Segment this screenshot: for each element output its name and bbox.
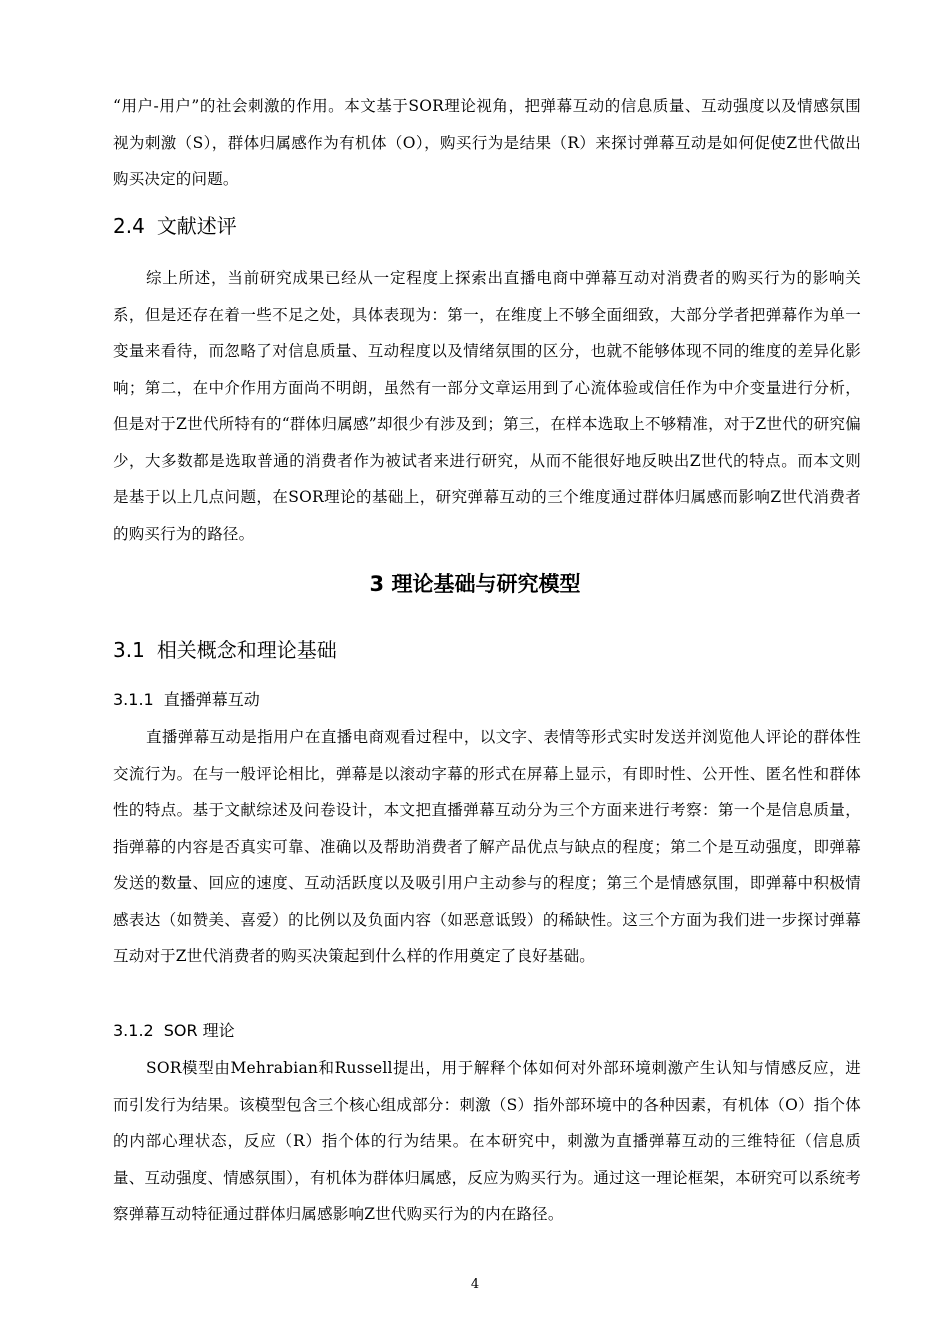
subsection-title: SOR 理论 xyxy=(163,1021,235,1040)
section-title: 文献述评 xyxy=(156,214,237,238)
subsection-number: 3.1.2 xyxy=(113,1021,154,1040)
paragraph-sor-theory: SOR模型由Mehrabian和Russell提出，用于解释个体如何对外部环境刺激产生认知与情感反应，进而引发行为结果。该模型包含三个核心组成部分：刺激（S）指外部环境中的各种因素，有机体（O）指个体的内部心理状态，反应（R）指个体的行为结果。在本研究中，刺激为直播弹幕互动的三维特征（信息质量、互动强度、情感氛围），有机体为群体归属感，反应为购买行为。通过这一理论框架，本研究可以系统考察弹幕互动特征通过群体归属感影响Z世代购买行为的内在路径。 xyxy=(113,1059,861,1223)
paragraph-danmaku-interaction: 直播弹幕互动是指用户在直播电商观看过程中，以文字、表情等形式实时发送并浏览他人评论的群体性交流行为。在与一般评论相比，弹幕是以滚动字幕的形式在屏幕上显示，有即时性、公开性、匿名性和群体性的特点。基于文献综述及问卷设计，本文把直播弹幕互动分为三个方面来进行考察：第一个是信息质量，指弹幕的内容是否真实可靠、准确以及帮助消费者了解产品优点与缺点的程度；第二个是互动强度，即弹幕发送的数量、回应的速度、互动活跃度以及吸引用户主动参与的程度；第三个是情感氛围，即弹幕中积极情感表达（如赞美、喜爱）的比例以及负面内容（如恶意诋毁）的稀缺性。这三个方面为我们进一步探讨弹幕互动对于Z世代消费者的购买决策起到什么样的作用奠定了良好基础。 xyxy=(113,728,861,965)
chapter-heading-3: 3 理论基础与研究模型 xyxy=(369,572,581,596)
section-number: 2.4 xyxy=(113,214,145,238)
subsection-heading-3-1-2 xyxy=(113,1019,235,1043)
subsection-number: 3.1.1 xyxy=(113,690,154,709)
page-number: 4 xyxy=(470,1277,480,1292)
section-title: 相关概念和理论基础 xyxy=(156,638,337,662)
section-heading-3-1 xyxy=(113,636,337,664)
paragraph-literature-review: 综上所述，当前研究成果已经从一定程度上探索出直播电商中弹幕互动对消费者的购买行为的影响关系，但是还存在着一些不足之处，具体表现为：第一，在维度上不够全面细致，大部分学者把弹幕作为单一变量来看待，而忽略了对信息质量、互动程度以及情绪氛围的区分，也就不能够体现不同的维度的差异化影响；第二，在中介作用方面尚不明朗，虽然有一部分文章运用到了心流体验或信任作为中介变量进行分析，但是对于Z世代所特有的“群体归属感”却很少有涉及到；第三，在样本选取上不够精准，对于Z世代的研究偏少，大多数都是选取普通的消费者作为被试者来进行研究，从而不能很好地反映出Z世代的特点。而本文则是基于以上几点问题，在SOR理论的基础上，研究弹幕互动的三个维度通过群体归属感而影响Z世代消费者的购买行为的路径。 xyxy=(113,269,861,543)
subsection-title: 直播弹幕互动 xyxy=(163,690,260,709)
subsection-heading-3-1-1 xyxy=(113,688,260,712)
section-number: 3.1 xyxy=(113,638,145,662)
paragraph-continuation: “用户-用户”的社会刺激的作用。本文基于SOR理论视角，把弹幕互动的信息质量、互动强度以及情感氛围视为刺激（S），群体归属感作为有机体（O），购买行为是结果（R）来探讨弹幕互动是如何促使Z世代做出购买决定的问题。 xyxy=(113,97,861,188)
section-heading-2-4 xyxy=(113,212,237,240)
